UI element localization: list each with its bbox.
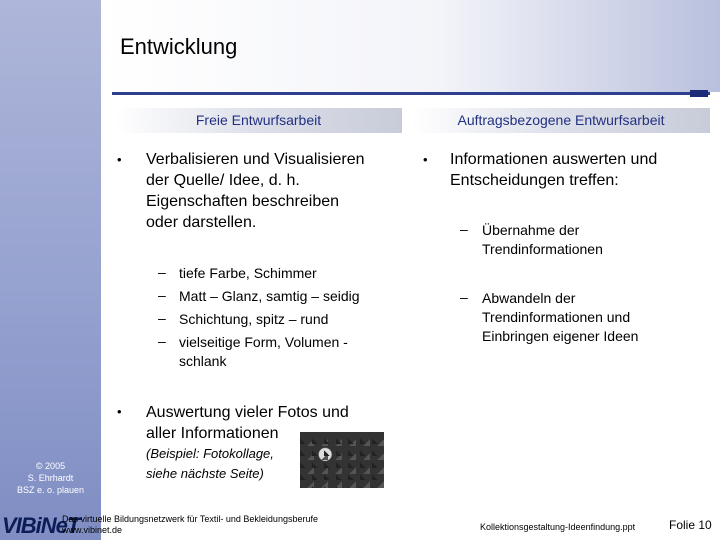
example-note-line: (Beispiel: Fotokollage, (146, 446, 274, 461)
right-bullet-1-line: Entscheidungen treffen: (450, 172, 619, 189)
dash-marker: – (158, 310, 166, 326)
right-subitem-1-line: Übernahme der (482, 222, 580, 238)
photo-collage-thumbnail (300, 432, 384, 488)
right-bullet-1-line: Informationen auswerten und (450, 151, 658, 168)
example-note (146, 444, 274, 484)
left-subitem: Matt – Glanz, samtig – seidig (179, 288, 360, 304)
right-subitem-1 (482, 221, 603, 259)
left-bullet-1 (146, 149, 365, 233)
right-bullet-1 (450, 149, 657, 191)
footer-org (62, 514, 318, 536)
dash-marker: – (460, 221, 468, 237)
vibinet-logo: VIBiNeT (2, 513, 80, 538)
copyright-notice (0, 460, 101, 496)
slide-number: Folie 10 (669, 518, 712, 532)
title-rule (112, 92, 710, 95)
left-subitem: Schichtung, spitz – rund (179, 311, 329, 327)
dash-marker: – (158, 287, 166, 303)
left-bullet-1-line: Verbalisieren und Visualisieren (146, 151, 365, 168)
right-subitem-2 (482, 289, 638, 346)
copyright-line: BSZ e. o. plauen (16, 485, 85, 495)
column-header-left: Freie Entwurfsarbeit (115, 108, 402, 133)
right-subitem-1-line: Trendinformationen (482, 241, 603, 257)
left-bullet-2-line: aller Informationen (146, 425, 279, 442)
left-subitem: vielseitige Form, Volumen - (179, 334, 348, 350)
left-subitem-continued: schlank (179, 353, 227, 369)
slide-title: Entwicklung (120, 34, 238, 59)
bullet-marker: • (117, 152, 122, 167)
footer-org-url: www.vibinet.de (62, 525, 123, 535)
copyright-line: © 2005 (35, 461, 66, 471)
right-subitem-2-line: Einbringen eigener Ideen (482, 328, 639, 344)
left-bullet-2-line: Auswertung vieler Fotos und (146, 404, 349, 421)
left-bullet-1-line: der Quelle/ Idee, d. h. (146, 172, 300, 189)
footer-filename: Kollektionsgestaltung-Ideenfindung.ppt (480, 522, 636, 532)
title-rule-end (690, 90, 708, 97)
example-note-line: siehe nächste Seite) (146, 466, 264, 481)
copyright-line: S. Ehrhardt (27, 473, 74, 483)
left-subitem: tiefe Farbe, Schimmer (179, 265, 317, 281)
right-subitem-2-line: Abwandeln der (482, 290, 576, 306)
right-subitem-2-line: Trendinformationen und (482, 309, 631, 325)
bullet-marker: • (117, 404, 122, 419)
column-header-right: Auftragsbezogene Entwurfsarbeit (412, 108, 710, 133)
dash-marker: – (158, 264, 166, 280)
bullet-marker: • (423, 152, 428, 167)
footer-org-line: Das virtuelle Bildungsnetzwerk für Textil- und Bekleidungsberufe (62, 514, 318, 524)
sidebar-band (0, 0, 101, 540)
dash-marker: – (460, 289, 468, 305)
dash-marker: – (158, 333, 166, 349)
left-bullet-1-line: Eigenschaften beschreiben (146, 193, 340, 210)
left-bullet-1-line: oder darstellen. (146, 214, 257, 231)
